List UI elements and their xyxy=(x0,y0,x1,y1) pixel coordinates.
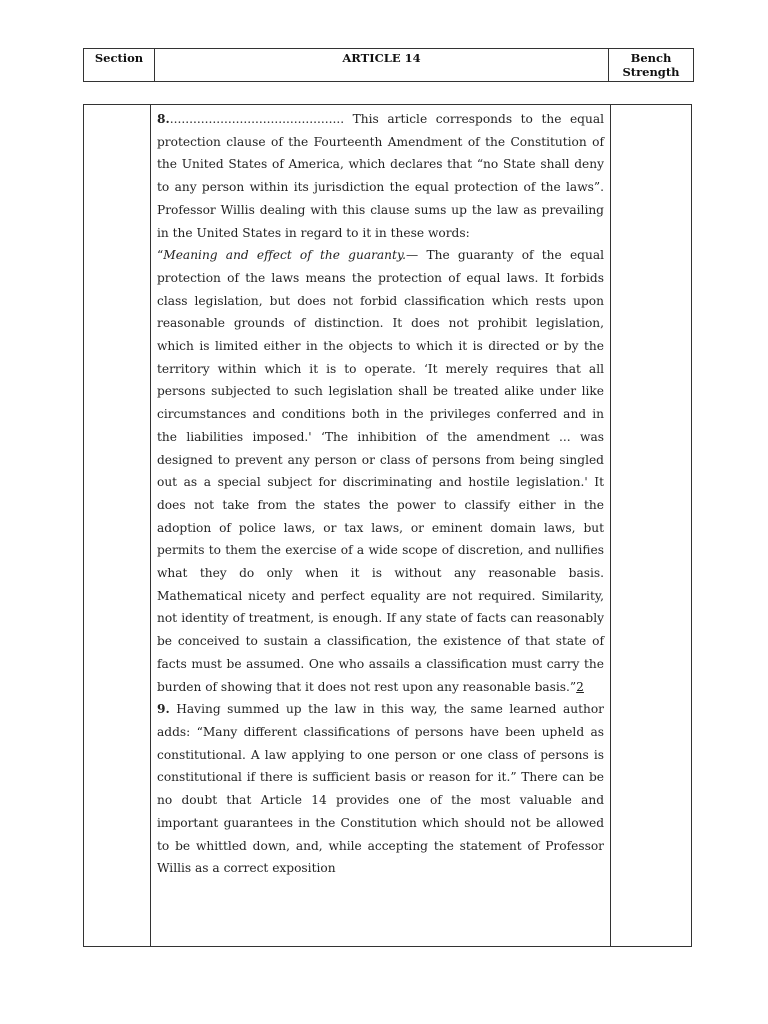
paragraph-9 xyxy=(157,698,604,880)
header-table xyxy=(83,48,694,82)
content-table xyxy=(83,104,692,947)
footnote-link[interactable]: 2 xyxy=(576,679,584,694)
quote-text: The guaranty of the equal protection of the laws means the protection of equal laws. It forbids class legislation, but does not forbid classification which rests upon reasonable grounds of distinction. It does not prohibit legislation, which is limited either in the objects to which it is directed or by the territory within which it is to operate. ‘It merely requires that all persons subjected to such legislation shall be treated alike under like circumstances and conditions both in the privileges conferred and in the liabilities imposed.' ‘The inhibition of the amendment ... was designed to prevent any person or class of persons from being singled out as a special subject for discriminating and hostile legislation.' It does not take from the states the power to classify either in the adoption of police laws, or tax laws, or eminent domain laws, but permits to them the exercise of a wide scope of discretion, and nullifies what they do only when it is without any reasonable basis. Mathematical nicety and perfect equality are not required. Similarity, not identity of treatment, is enough. If any state of facts can reasonably be conceived to sustain a classification, the existence of that state of facts must be assumed. One who assails a classification must carry the burden of showing that it does not rest upon any reasonable basis.” xyxy=(157,248,604,694)
section-column-header: Section xyxy=(84,49,155,82)
bench-strength-cell xyxy=(611,105,692,947)
quote-heading: Meaning and effect of the guaranty.— xyxy=(163,248,419,263)
willis-quotation xyxy=(157,244,604,698)
paragraph-8-dots: ............................................. xyxy=(169,112,345,126)
article-text-cell xyxy=(151,105,611,947)
paragraph-9-text: Having summed up the law in this way, the same learned author adds: “Many different classifications of persons have been upheld as constitutional. A law applying to one person or one class of persons is constitutional if there is sufficient basis or reason for it.” There can be no doubt that Article 14 provides one of the most valuable and important guarantees in the Constitution which should not be allowed to be whittled down, and, while accepting the statement of Professor Willis as a correct exposition xyxy=(157,702,604,876)
article-column-header: ARTICLE 14 xyxy=(155,49,609,82)
paragraph-8 xyxy=(157,108,604,244)
paragraph-9-number: 9. xyxy=(157,702,170,717)
paragraph-8-text: This article corresponds to the equal protection clause of the Fourteenth Amendment of the Constitution of the United States of America, which declares that “no State shall deny to any person within its jurisdiction the equal protection of the laws”. Professor Willis dealing with this clause sums up the law as prevailing in the United States in regard to it in these words: xyxy=(157,112,604,240)
bench-strength-column-header: Bench Strength xyxy=(609,49,694,82)
section-cell xyxy=(84,105,151,947)
paragraph-8-number: 8. xyxy=(157,112,170,126)
quote-open-mark: “ xyxy=(157,248,164,263)
